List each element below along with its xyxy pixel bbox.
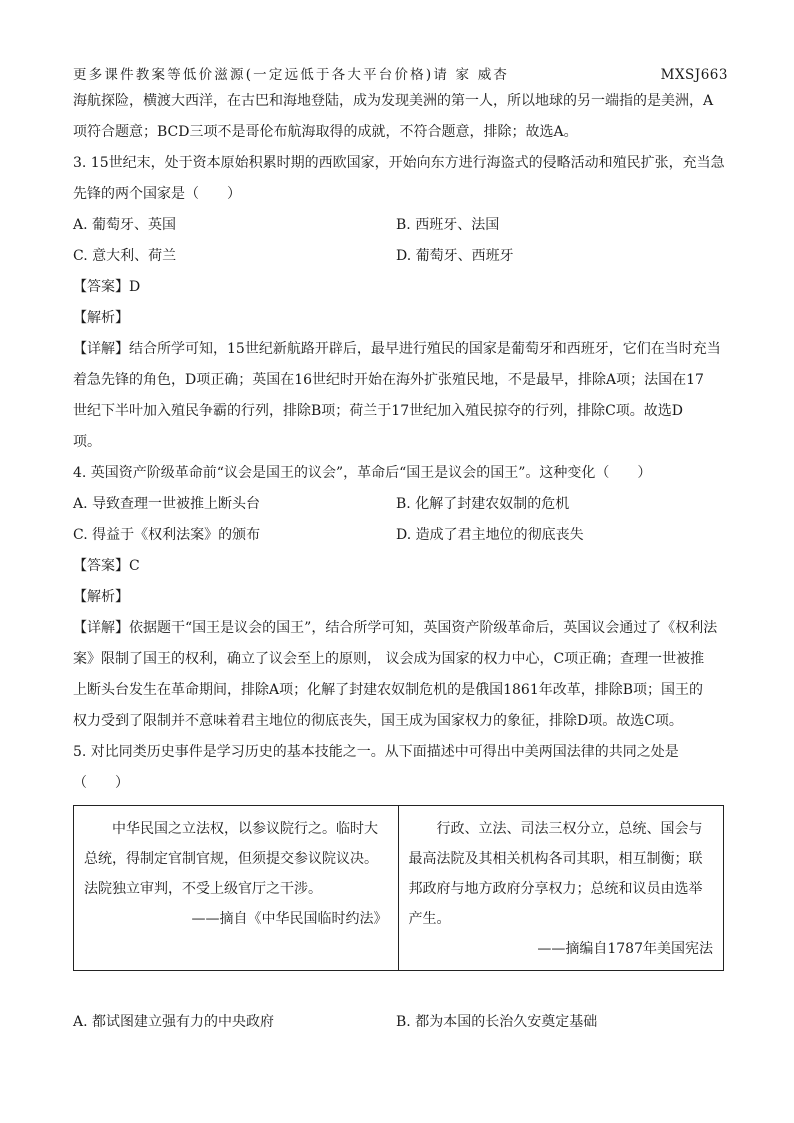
q3-analysis-label: 【解析】 <box>73 310 129 326</box>
header-code: MXSJ663 <box>660 67 728 83</box>
source-right-citation: ——摘编自1787年美国宪法 <box>537 941 713 957</box>
q4-option-d: D. 造成了君主地位的彻底丧失 <box>396 527 584 543</box>
q3-detail-line-4: 项。 <box>73 434 101 450</box>
q5-option-a: A. 都试图建立强有力的中央政府 <box>73 1014 275 1030</box>
q4-detail-line-2: 案》限制了国王的权利，确立了议会至上的原则， 议会成为国家的权力中心，C项正确；查理一世被推 <box>73 651 705 667</box>
q5-stem-line-1: 5. 对比同类历史事件是学习历史的基本技能之一。从下面描述中可得出中美两国法律的共同之处是 <box>73 744 679 760</box>
q3-option-c: C. 意大利、荷兰 <box>73 248 177 264</box>
q3-option-d: D. 葡萄牙、西班牙 <box>396 248 514 264</box>
q2-tail-line-1: 海航探险，横渡大西洋，在古巴和海地登陆，成为发现美洲的第一人，所以地球的另一端指的是美洲，A <box>73 93 714 109</box>
source-left-text: 中华民国之立法权，以参议院行之。临时大总统，得制定官制官规，但须提交参议院议决。法院独立审判，不受上级官厅之干涉。 <box>84 821 378 897</box>
source-left-cell <box>74 806 399 970</box>
source-right-cell <box>399 806 724 970</box>
question-3 <box>73 148 728 458</box>
source-left-citation: ——摘自《中华民国临时约法》 <box>191 911 388 927</box>
document-page <box>73 64 728 1038</box>
question-5 <box>73 737 728 1038</box>
q3-answer: 【答案】D <box>73 279 141 295</box>
q3-option-b: B. 西班牙、法国 <box>396 217 500 233</box>
q2-tail-line-2: 项符合题意；BCD三项不是哥伦布航海取得的成就，不符合题意，排除；故选A。 <box>73 124 578 140</box>
q4-options-row-1 <box>73 489 728 520</box>
q5-stem-line-2: （ ） <box>73 775 129 791</box>
q4-answer: 【答案】C <box>73 558 140 574</box>
q4-detail-line-4: 权力受到了限制并不意味着君主地位的彻底丧失，国王成为国家权力的象征，排除D项。故选C项。 <box>73 713 683 729</box>
q5-option-b: B. 都为本国的长治久安奠定基础 <box>396 1014 598 1030</box>
header-promo: 更多课件教案等低价滋源(一定远低于各大平台价格)请 家 威杏 <box>73 67 510 83</box>
page-header <box>73 64 728 86</box>
q4-option-c: C. 得益于《权利法案》的颁布 <box>73 527 261 543</box>
q3-detail-line-3: 世纪下半叶加入殖民争霸的行列，排除B项；荷兰于17世纪加入殖民掠夺的行列，排除C项。故选D <box>73 403 684 419</box>
source-right-text: 行政、立法、司法三权分立，总统、国会与最高法院及其相关机构各司其职，相互制衡；联邦政府与地方政府分享权力；总统和议员由选举产生。 <box>408 821 703 927</box>
q3-stem-line-1: 3. 15世纪末，处于资本原始积累时期的西欧国家，开始向东方进行海盗式的侵略活动和殖民扩张，充当急 <box>73 155 725 171</box>
q3-option-a: A. 葡萄牙、英国 <box>73 217 177 233</box>
q4-stem: 4. 英国资产阶级革命前“议会是国王的议会”，革命后“国王是议会的国王”。这种变化（ ） <box>73 465 652 481</box>
q4-detail-line-3: 上断头台发生在革命期间，排除A项；化解了封建农奴制危机的是俄国1861年改革，排除B项；国王的 <box>73 682 704 698</box>
q2-tail <box>73 86 728 148</box>
question-4 <box>73 458 728 737</box>
source-table <box>73 805 724 971</box>
q4-option-b: B. 化解了封建农奴制的危机 <box>396 496 570 512</box>
q4-detail-line-1: 【详解】依据题干“国王是议会的国王”，结合所学可知，英国资产阶级革命后，英国议会通过了《权利法 <box>73 620 718 636</box>
q3-stem-line-2: 先锋的两个国家是（ ） <box>73 186 241 202</box>
q4-option-a: A. 导致查理一世被推上断头台 <box>73 496 261 512</box>
q5-options-row-1 <box>73 1007 728 1038</box>
q3-options-row-2 <box>73 241 728 272</box>
q3-detail-line-1: 【详解】结合所学可知，15世纪新航路开辟后，最早进行殖民的国家是葡萄牙和西班牙，它们在当时充当 <box>73 341 721 357</box>
q4-options-row-2 <box>73 520 728 551</box>
q4-analysis-label: 【解析】 <box>73 589 129 605</box>
q3-options-row-1 <box>73 210 728 241</box>
q3-detail-line-2: 着急先锋的角色，D项正确；英国在16世纪时开始在海外扩张殖民地，不是最早，排除A项；法国在17 <box>73 372 704 388</box>
